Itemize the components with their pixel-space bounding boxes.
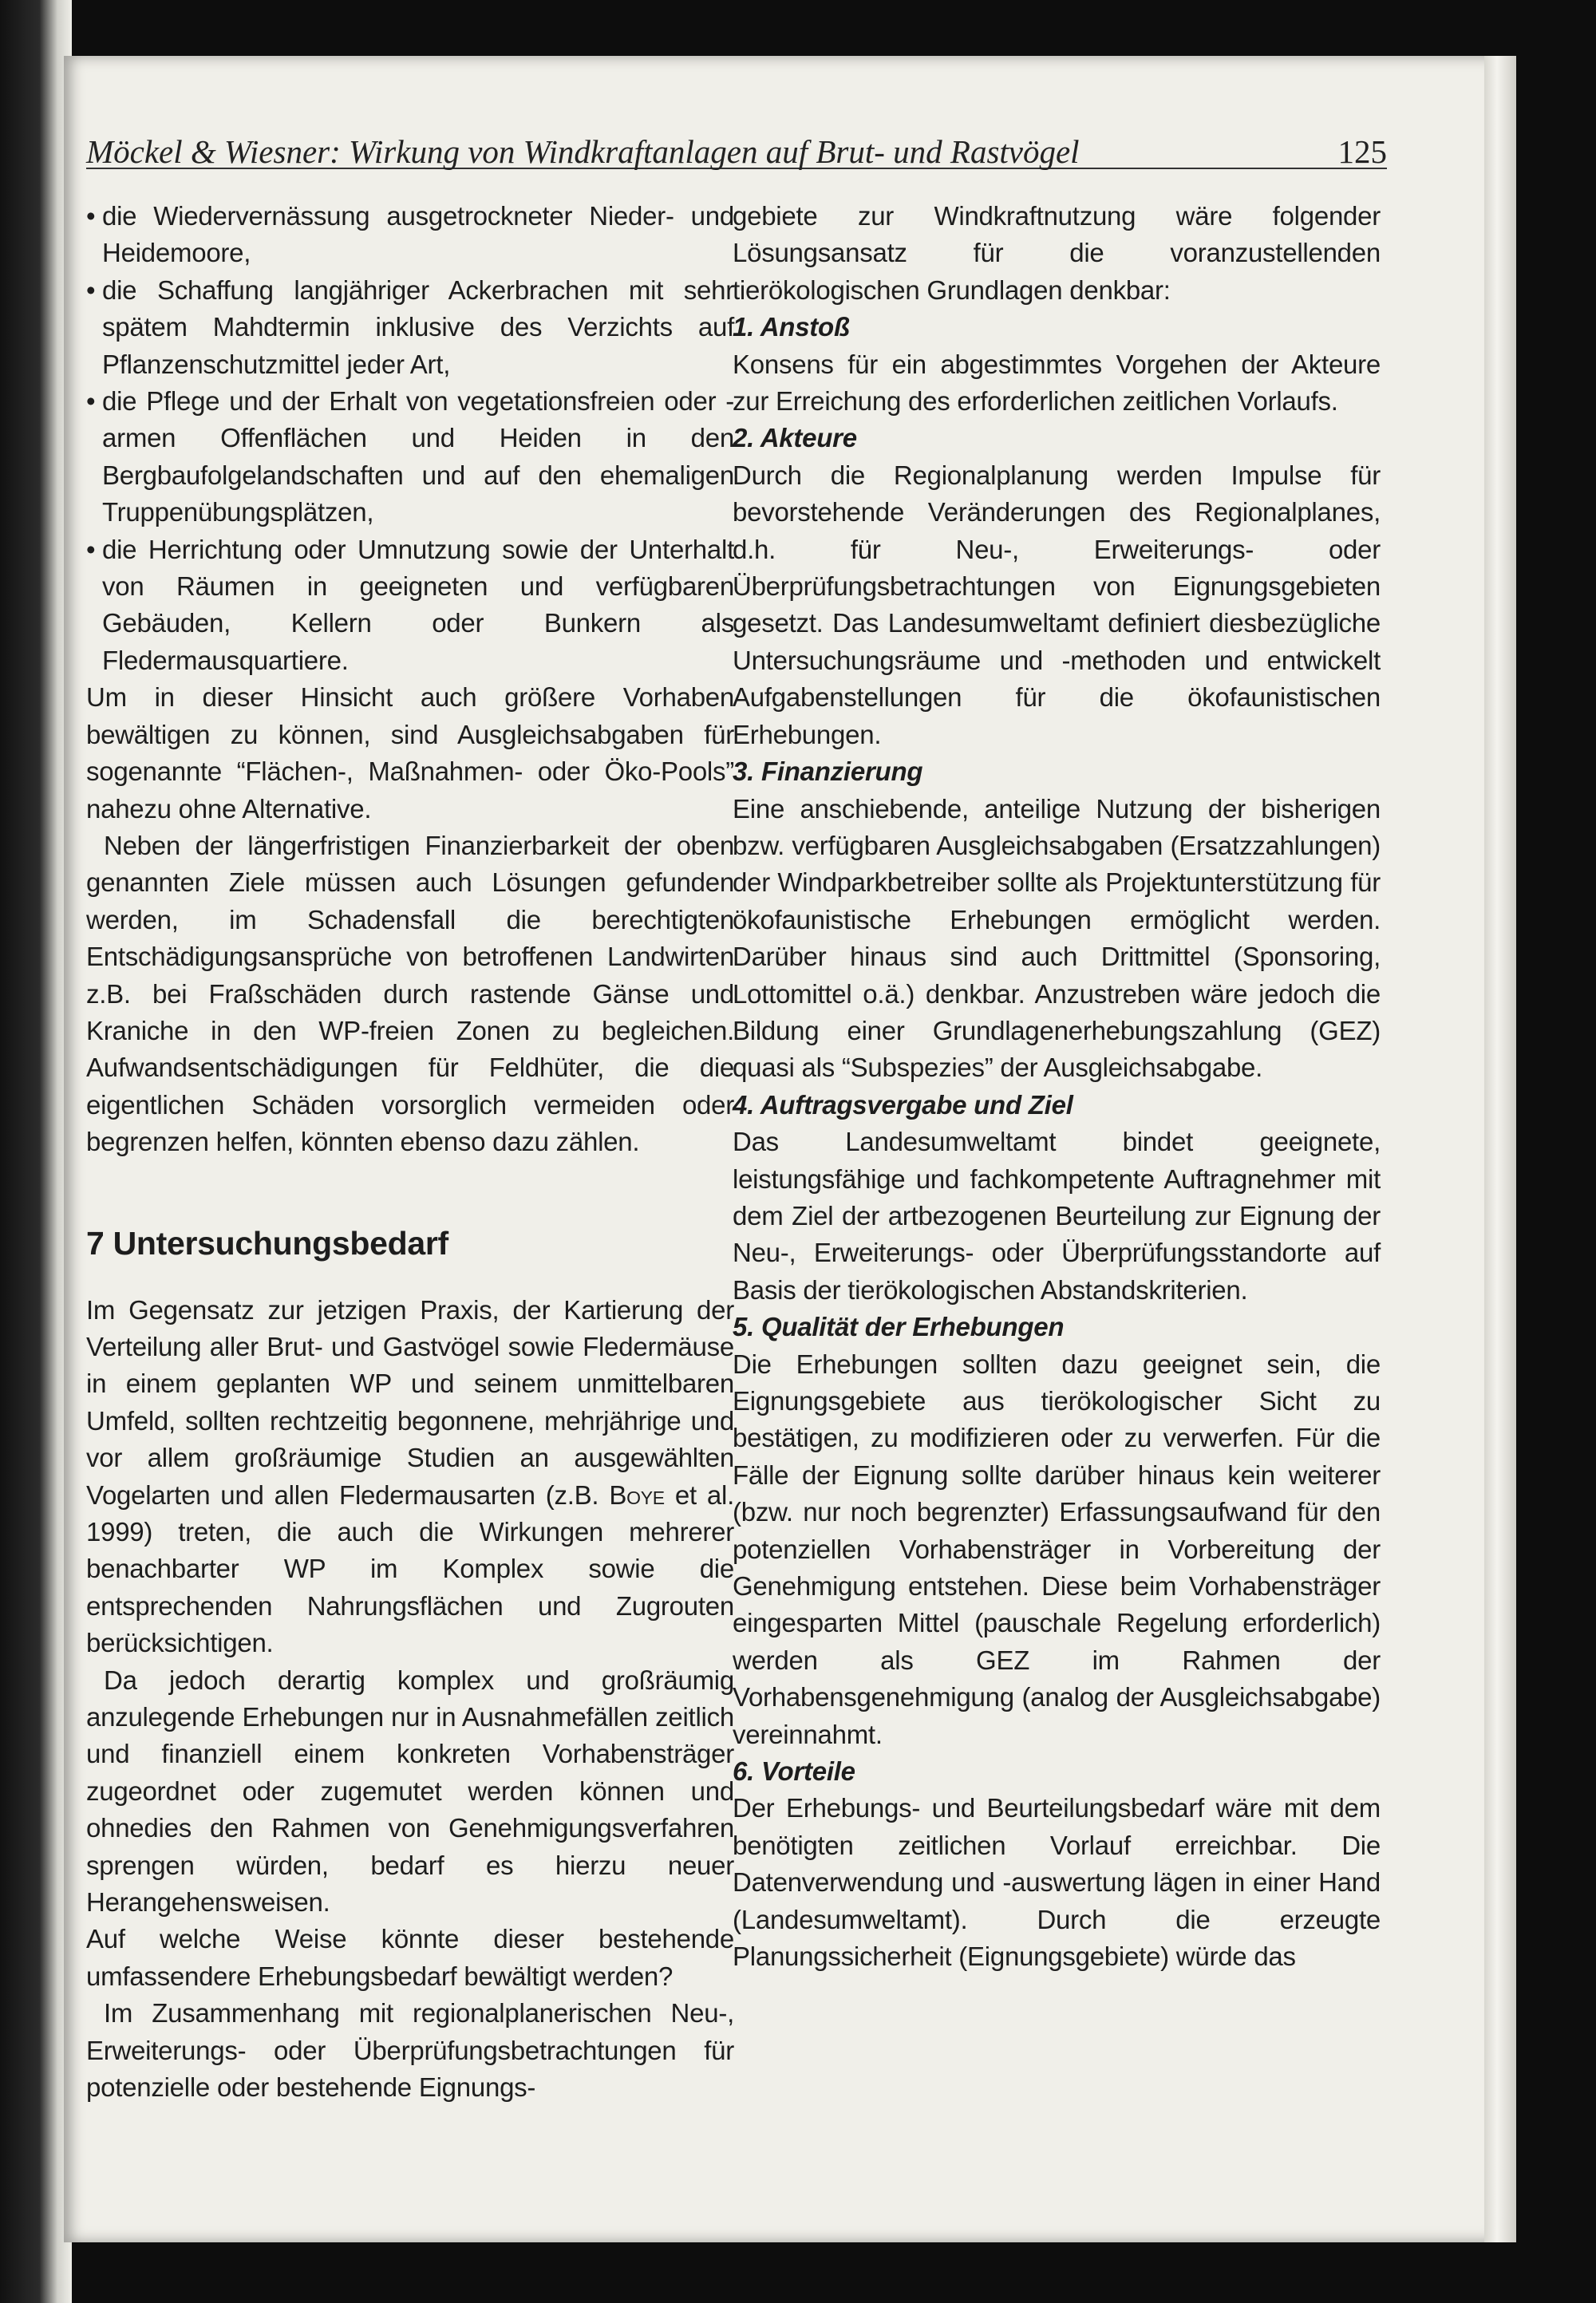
- bullet-text: die Wiedervernässung ausgetrockneter Nieder- und Heidemoore,: [102, 201, 734, 268]
- section-paragraph: [86, 1292, 734, 1662]
- page-number: 125: [1337, 133, 1387, 170]
- bullet-symbol: •: [86, 201, 96, 231]
- subsection-text: Die Erhebungen sollten dazu geeignet sein, die Eignungsgebiete aus tierökologischer Sicht zu bestätigen, zu modifizieren oder zu verwerfen. Für die Fälle der Eignung sollte darüber hinaus kein weiterer (bzw. nur noch begrenzter) Erfassungsaufwand für den potenziellen Vorhabensträger in Vorbereitung der Genehmigung entstehen. Diese beim Vorhabensträger eingesparten Mittel (pauschale Regelung erforderlich) werden als GEZ im Rahmen der Vorhabensgenehmigung (analog der Ausgleichsabgabe) vereinnahmt.: [733, 1349, 1381, 1749]
- subheading-anstoss: 1. Anstoß: [733, 312, 850, 342]
- section-text: et al. 1999) treten, die auch die Wirkungen mehrerer benachbarter WP im Komplex sowie die entsprechenden Nahrungsflächen und Zugrouten berücksichtigen.: [86, 1479, 735, 1658]
- bullet-item: [86, 272, 734, 383]
- section-paragraph: Auf welche Weise könnte dieser bestehende umfassendere Erhebungsbedarf bewältigt werden?: [86, 1924, 734, 1991]
- subheading-auftragsvergabe: 4. Auftragsvergabe und Ziel: [733, 1089, 1073, 1120]
- bullet-text: die Schaffung langjähriger Ackerbrachen mit sehr spätem Mahdtermin inklusive des Verzichts auf Pflanzenschutzmittel jeder Art,: [102, 275, 734, 379]
- subsection-text: Konsens für ein abgestimmtes Vorgehen der Akteure zur Erreichung des erforderlichen zeitlichen Vorlaufs.: [733, 349, 1381, 417]
- subheading-finanzierung: 3. Finanzierung: [733, 756, 923, 787]
- left-column: [86, 198, 734, 2107]
- subsection-text: Eine anschiebende, anteilige Nutzung der bisherigen bzw. verfügbaren Ausgleichsabgaben (Ersatzzahlungen) der Windparkbetreiber sollte als Projektunterstützung für ökofaunistische Erhebungen ermöglicht werden. Darüber hinaus sind auch Drittmittel (Sponsoring, Lottomittel o.ä.) denkbar. Anzustreben wäre jedoch die Bildung einer Grundlagenerhebungszahlung (GEZ) quasi als “Subspezies” der Ausgleichsabgabe.: [733, 793, 1381, 1083]
- subsection-text: Der Erhebungs- und Beurteilungsbedarf wäre mit dem benötigten zeitlichen Vorlauf erreichbar. Die Datenverwendung und -auswertung lägen in einer Hand (Landesumweltamt). Durch die erzeugte Planungssicherheit (Eignungsgebiete) würde das: [733, 1793, 1381, 1972]
- bullet-text: die Pflege und der Erhalt von vegetationsfreien oder -armen Offenflächen und Heiden in den Bergbaufolgelandschaften und auf den ehemaligen Truppenübungsplätzen,: [102, 386, 734, 527]
- bullet-item: [86, 383, 734, 531]
- bullet-item: [86, 531, 734, 680]
- page-header: [86, 80, 1387, 169]
- section-text: Im Gegensatz zur jetzigen Praxis, der Kartierung der Verteilung aller Brut- und Gastvögel sowie Fledermäuse in einem geplanten WP und seinem unmittelbaren Umfeld, sollten rechtzeitig begonnene, mehrjährige und vor allem großräumige Studien an ausgewählten Vogelarten und allen Fledermausarten (z.B.: [86, 1294, 734, 1510]
- body-paragraph: Neben der längerfristigen Finanzierbarkeit der oben genannten Ziele müssen auch Lösungen gefunden werden, im Schadensfall die berechtigten Entschädigungsansprüche von betroffenen Landwirten z.B. bei Fraßschäden durch rastende Gänse und Kraniche in den WP-freien Zonen zu begleichen. Aufwandsentschädigungen für Feldhüter, die die eigentlichen Schäden vorsorglich vermeiden oder begrenzen helfen, könnten ebenso dazu zählen.: [86, 830, 734, 1157]
- subheading-qualitaet: 5. Qualität der Erhebungen: [733, 1312, 1065, 1342]
- bullet-text: die Herrichtung oder Umnutzung sowie der Unterhalt von Räumen in geeigneten und verfügbaren Gebäuden, Kellern oder Bunkern als Fledermausquartiere.: [102, 534, 734, 675]
- section-heading: 7 Untersuchungsbedarf: [86, 1224, 448, 1262]
- subheading-akteure: 2. Akteure: [733, 423, 857, 453]
- bullet-symbol: •: [86, 386, 96, 417]
- right-column: [733, 198, 1381, 1976]
- intro-paragraph: gebiete zur Windkraftnutzung wäre folgender Lösungsansatz für die voranzustellenden tierökologischen Grundlagen denkbar:: [733, 201, 1381, 305]
- running-title: Möckel & Wiesner: Wirkung von Windkraftanlagen auf Brut- und Rastvögel: [86, 133, 1080, 170]
- section-paragraph: Im Zusammenhang mit regionalplanerischen Neu-, Erweiterungs- oder Überprüfungsbetrachtungen für potenzielle oder bestehende Eignungs-: [86, 1998, 734, 2103]
- bullet-symbol: •: [86, 275, 96, 305]
- subsection-text: Das Landesumweltamt bindet geeignete, leistungsfähige und fachkompetente Auftragnehmer mit dem Ziel der artbezogenen Beurteilung zur Eignung der Neu-, Erweiterungs- oder Überprüfungsstandorte auf Basis der tierökologischen Abstandskriterien.: [733, 1127, 1381, 1305]
- body-paragraph: Um in dieser Hinsicht auch größere Vorhaben bewältigen zu können, sind Ausgleichsabgaben für sogenannte “Flächen-, Maßnahmen- oder Öko-Pools” nahezu ohne Alternative.: [86, 682, 734, 824]
- subheading-vorteile: 6. Vorteile: [733, 1756, 855, 1787]
- section-paragraph: Da jedoch derartig komplex und großräumig anzulegende Erhebungen nur in Ausnahmefällen zeitlich und finanziell einem konkreten Vorhabensträger zugeordnet oder zugemutet werden können und ohnedies den Rahmen von Genehmigungsverfahren sprengen würden, bedarf es hierzu neuer Herangehensweisen.: [86, 1665, 734, 1918]
- bullet-item: [86, 198, 734, 272]
- citation-author: Boye: [609, 1479, 665, 1510]
- bullet-symbol: •: [86, 534, 96, 564]
- subsection-text: Durch die Regionalplanung werden Impulse für bevorstehende Veränderungen des Regionalplanes, d.h. für Neu-, Erweiterungs- oder Überprüfungsbetrachtungen von Eignungsgebieten gesetzt. Das Landesumweltamt definiert diesbezügliche Untersuchungsräume und -methoden und entwickelt Aufgabenstellungen für die ökofaunistischen Erhebungen.: [733, 460, 1381, 749]
- page-stack-edge: [1484, 56, 1516, 2242]
- scan-dark-margin: [0, 0, 72, 2303]
